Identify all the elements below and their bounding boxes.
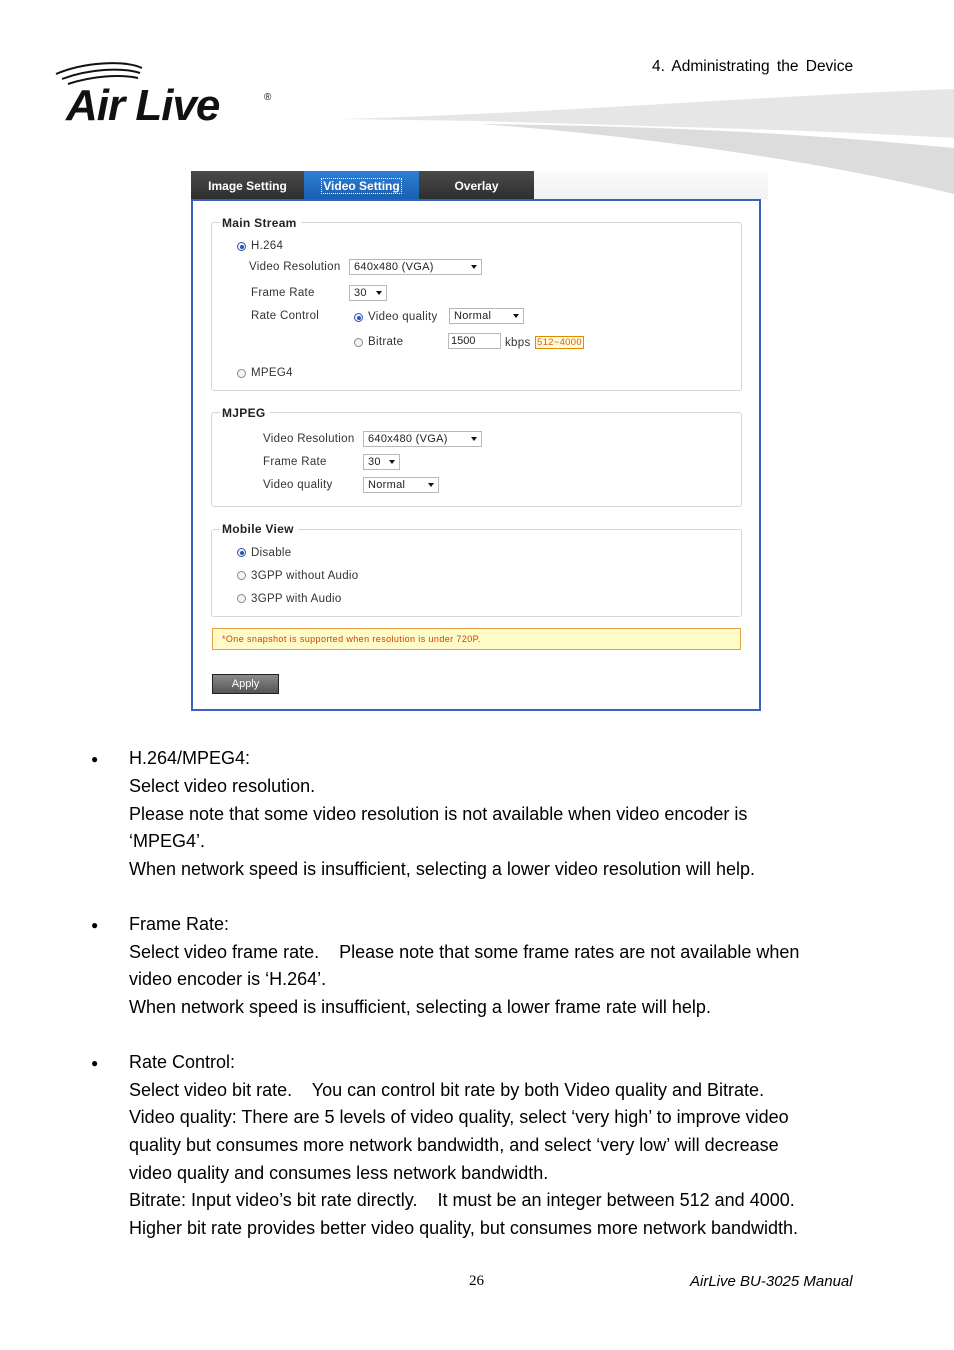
section-rate-control-line: Higher bit rate provides better video quality, but consumes more network bandwidth. <box>129 1218 799 1238</box>
page-number: 26 <box>469 1273 484 1289</box>
bullet-icon: ● <box>91 752 99 766</box>
section-frame-rate-title: Frame Rate: <box>129 914 230 934</box>
mjpeg-frame-rate-label: Frame Rate <box>263 456 327 468</box>
bitrate-range-hint: 512~4000 <box>537 337 582 348</box>
mjpeg-video-resolution-select[interactable]: 640x480 (VGA) <box>363 431 482 447</box>
mjpeg-video-resolution-label: Video Resolution <box>263 433 355 445</box>
mobile-3gpp-audio-radio[interactable] <box>237 594 246 603</box>
tab-video-setting[interactable]: Video Setting <box>304 171 419 199</box>
chevron-down-icon <box>389 460 395 464</box>
rate-control-label: Rate Control <box>251 310 320 322</box>
main-frame-rate-select[interactable]: 30 <box>349 285 387 301</box>
settings-tabs <box>191 171 534 199</box>
chevron-down-icon <box>471 265 477 269</box>
mpeg4-label: MPEG4 <box>251 367 293 379</box>
h264-radio[interactable] <box>237 242 246 251</box>
apply-button[interactable]: Apply <box>212 674 279 694</box>
svg-text:®: ® <box>264 92 272 103</box>
kbps-unit: kbps <box>505 337 531 349</box>
section-rate-control-line: Video quality: There are 5 levels of video quality, select ‘very high’ to improve video <box>129 1107 789 1127</box>
tab-strip-background <box>534 171 768 199</box>
mpeg4-radio[interactable] <box>237 369 246 378</box>
video-quality-radio[interactable] <box>354 313 363 322</box>
section-rate-control-title: Rate Control: <box>129 1052 236 1072</box>
main-frame-rate-label: Frame Rate <box>251 287 315 299</box>
section-rate-control-line: quality but consumes more network bandwidth, and select ‘very low’ will decrease <box>129 1135 779 1155</box>
section-rate-control-line: Select video bit rate. You can control bit rate by both Video quality and Bitrate. <box>129 1080 765 1100</box>
main-stream-group <box>211 222 742 391</box>
tab-overlay[interactable]: Overlay <box>454 179 499 193</box>
mjpeg-video-quality-select[interactable]: Normal <box>363 477 439 493</box>
main-video-resolution-label: Video Resolution <box>249 261 341 273</box>
bitrate-input[interactable]: 1500 <box>448 333 501 349</box>
chevron-down-icon <box>428 483 434 487</box>
bullet-icon: ● <box>91 918 99 932</box>
main-video-quality-select[interactable]: Normal <box>449 308 524 324</box>
mobile-disable-radio[interactable] <box>237 548 246 557</box>
tab-image-setting[interactable]: Image Setting <box>208 179 287 193</box>
video-quality-radio-label: Video quality <box>368 311 438 323</box>
mobile-disable-label: Disable <box>251 547 292 559</box>
mjpeg-video-quality-label: Video quality <box>263 479 333 491</box>
section-h264-line: Select video resolution. <box>129 776 316 796</box>
section-frame-rate-line: When network speed is insufficient, selecting a lower frame rate will help. <box>129 997 711 1017</box>
section-frame-rate-line: Select video frame rate. Please note that some frame rates are not available when <box>129 942 800 962</box>
section-rate-control-line: Bitrate: Input video’s bit rate directly. It must be an integer between 512 and 4000. <box>129 1190 795 1210</box>
chevron-down-icon <box>513 314 519 318</box>
bitrate-radio-label: Bitrate <box>368 336 404 348</box>
chevron-down-icon <box>471 437 477 441</box>
mobile-3gpp-no-audio-label: 3GPP without Audio <box>251 570 359 582</box>
svg-text:Air Live: Air Live <box>66 81 220 126</box>
section-h264-line: When network speed is insufficient, selecting a lower video resolution will help. <box>129 859 755 879</box>
mobile-3gpp-no-audio-radio[interactable] <box>237 571 246 580</box>
bitrate-radio[interactable] <box>354 338 363 347</box>
h264-label: H.264 <box>251 240 284 252</box>
snapshot-note: *One snapshot is supported when resolution is under 720P. <box>212 628 741 650</box>
section-rate-control-line: video quality and consumes less network bandwidth. <box>129 1163 549 1183</box>
chapter-heading: 4. Administrating the Device <box>652 58 854 75</box>
manual-title: AirLive BU-3025 Manual <box>690 1273 853 1290</box>
chevron-down-icon <box>376 291 382 295</box>
section-h264-line: Please note that some video resolution is not available when video encoder is <box>129 804 748 824</box>
section-h264-line: ‘MPEG4’. <box>129 831 206 851</box>
section-h264-title: H.264/MPEG4: <box>129 748 251 768</box>
mjpeg-frame-rate-select[interactable]: 30 <box>363 454 400 470</box>
bullet-icon: ● <box>91 1056 99 1070</box>
mobile-3gpp-audio-label: 3GPP with Audio <box>251 593 342 605</box>
mjpeg-title: MJPEG <box>220 406 270 420</box>
mobile-view-title: Mobile View <box>220 522 298 536</box>
main-stream-title: Main Stream <box>220 216 301 230</box>
section-frame-rate-line: video encoder is ‘H.264’. <box>129 969 327 989</box>
main-video-resolution-select[interactable]: 640x480 (VGA) <box>349 259 482 275</box>
airlive-logo <box>54 60 279 126</box>
